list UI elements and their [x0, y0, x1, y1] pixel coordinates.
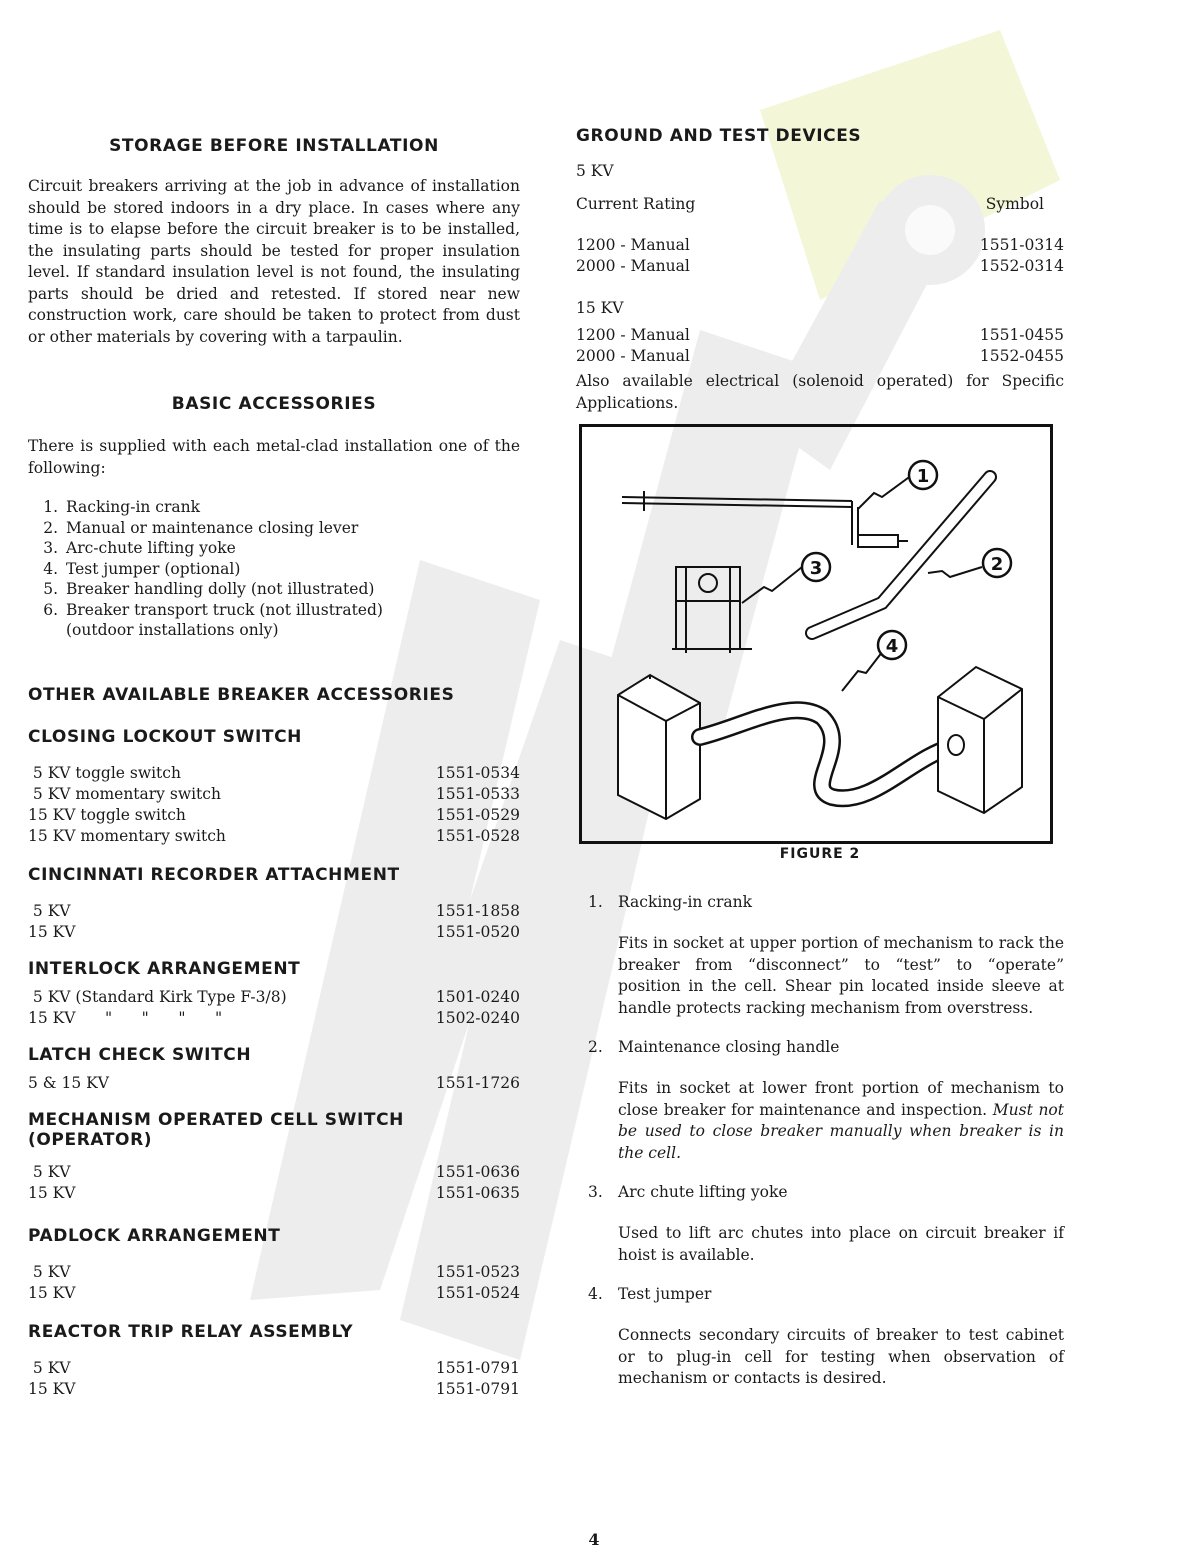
ground-15kv-row	[576, 346, 1064, 367]
closing-lockout-heading: CLOSING LOCKOUT SWITCH	[28, 726, 302, 747]
description-body-text: Fits in socket at lower front portion of mechanism to close breaker for maintenance and inspection.	[618, 1079, 1064, 1119]
list-item	[28, 497, 520, 518]
callout-1-label: 1	[916, 466, 930, 487]
list-item-number: 4.	[43, 559, 58, 578]
description-title	[576, 1284, 1064, 1305]
padlock-label: 5 KV	[28, 1262, 71, 1281]
latch-check-heading: LATCH CHECK SWITCH	[28, 1044, 252, 1065]
description-item	[576, 1284, 1064, 1390]
ground-15kv-label: 2000 - Manual	[576, 347, 690, 365]
mechanism-heading-line2: (OPERATOR)	[28, 1129, 153, 1150]
padlock-label: 15 KV	[28, 1283, 76, 1302]
ground-5kv-label: 1200 - Manual	[576, 236, 690, 254]
closing-lockout-label: 5 KV toggle switch	[28, 763, 181, 782]
callout-arrows	[742, 475, 982, 691]
closing-lockout-row	[28, 826, 520, 847]
cincinnati-value: 1551-0520	[435, 922, 520, 941]
description-number: 1.	[588, 893, 603, 911]
other-accessories-heading: OTHER AVAILABLE BREAKER ACCESSORIES	[28, 684, 455, 705]
padlock-value: 1551-0523	[435, 1262, 520, 1281]
figure-caption: FIGURE 2	[779, 846, 861, 862]
figure-2	[579, 424, 1053, 844]
description-body-text: Fits in socket at upper portion of mechanism to rack the breaker from “disconnect” to “test” to “operate” position in the cell. Shear pin located inside sleeve at handle protects racking mechanism from overstress.	[618, 934, 1064, 1017]
reactor-row	[28, 1358, 520, 1379]
storage-heading: STORAGE BEFORE INSTALLATION	[109, 136, 439, 156]
description-body	[618, 1078, 1064, 1164]
ground-5kv-value: 1551-0314	[979, 236, 1064, 254]
basic-accessories-heading: BASIC ACCESSORIES	[171, 394, 377, 414]
left-column	[28, 130, 520, 1400]
closing-lockout-value: 1551-0534	[435, 763, 520, 782]
latch-check-row	[28, 1073, 520, 1094]
ground-15kv-row	[576, 325, 1064, 346]
mechanism-table	[28, 1162, 520, 1204]
padlock-table	[28, 1262, 520, 1304]
current-rating-header: Current Rating	[576, 195, 696, 213]
interlock-value: 1502-0240	[435, 1008, 520, 1027]
list-item	[28, 620, 520, 641]
interlock-label: 5 KV (Standard Kirk Type F-3/8)	[28, 987, 287, 1006]
cincinnati-row	[28, 901, 520, 922]
figure-descriptions	[576, 892, 1064, 1390]
closing-lockout-row	[28, 763, 520, 784]
cincinnati-table	[28, 901, 520, 943]
interlock-label: 15 KV " " " "	[28, 1008, 223, 1027]
list-item-number: 3.	[43, 539, 58, 557]
padlock-value: 1551-0524	[435, 1283, 520, 1302]
callout-2-label: 2	[990, 554, 1004, 575]
callout-3-label: 3	[809, 558, 823, 579]
symbol-header: Symbol	[985, 195, 1044, 213]
ground-5kv-value: 1552-0314	[979, 257, 1064, 275]
description-number: 4.	[588, 1285, 603, 1303]
closing-lockout-row	[28, 784, 520, 805]
cincinnati-row	[28, 922, 520, 943]
description-item	[576, 1037, 1064, 1164]
ground-5kv-label: 2000 - Manual	[576, 257, 690, 275]
description-title-text: Arc chute lifting yoke	[618, 1183, 788, 1201]
interlock-row	[28, 987, 520, 1008]
closing-lockout-value: 1551-0533	[435, 784, 520, 803]
ground-15kv-table	[576, 325, 1064, 367]
description-title-text: Racking-in crank	[618, 893, 753, 911]
description-title-text: Test jumper	[618, 1285, 712, 1303]
closing-lockout-row	[28, 805, 520, 826]
cincinnati-label: 15 KV	[28, 922, 76, 941]
list-item	[28, 579, 520, 600]
closing-lockout-value: 1551-0529	[435, 805, 520, 824]
list-item-text: Arc-chute lifting yoke	[66, 539, 236, 557]
description-body-text: Used to lift arc chutes into place on circuit breaker if hoist is available.	[618, 1224, 1064, 1264]
description-number: 3.	[588, 1183, 603, 1201]
lifting-yoke-drawing	[672, 567, 752, 653]
description-item	[576, 892, 1064, 1019]
padlock-row	[28, 1283, 520, 1304]
mechanism-label: 15 KV	[28, 1183, 76, 1202]
test-jumper-drawing	[618, 667, 1022, 819]
page-number: 4	[588, 1530, 600, 1549]
description-title	[576, 1182, 1064, 1203]
right-column	[576, 126, 1064, 1408]
interlock-table	[28, 987, 520, 1029]
callout-4-label: 4	[885, 636, 899, 657]
list-item-number: 5.	[43, 580, 58, 598]
description-title-text: Maintenance closing handle	[618, 1038, 840, 1056]
description-warning: Must not be used to close breaker manually when breaker is in the cell.	[618, 1100, 1064, 1162]
closing-lockout-label: 5 KV momentary switch	[28, 784, 221, 803]
interlock-value: 1501-0240	[435, 987, 520, 1006]
list-item-number: 2.	[43, 518, 58, 537]
mechanism-label: 5 KV	[28, 1162, 71, 1181]
mechanism-heading-line1: MECHANISM OPERATED CELL SWITCH	[28, 1109, 405, 1130]
ground-5kv-row	[576, 235, 1064, 256]
storage-text: Circuit breakers arriving at the job in advance of installation should be stored indoors in a dry place. In cases where any time is to elapse before the circuit breaker is to be installed, the insulating parts should be tested for proper insulation level. If standard insulation level is not found, the insulating parts should be dried and retested. If stored near new construction work, care should be taken to protect from dust or other materials by covering with a tarpaulin.	[28, 177, 520, 346]
latch-check-value: 1551-1726	[435, 1073, 520, 1092]
description-body	[618, 933, 1064, 1019]
description-body	[618, 1223, 1064, 1266]
ground-15kv-value: 1552-0455	[979, 347, 1064, 365]
ground-5kv-table	[576, 235, 1064, 277]
reactor-label: 15 KV	[28, 1379, 76, 1398]
list-item-number: 1.	[43, 498, 58, 516]
list-item-text: Breaker handling dolly (not illustrated)	[66, 580, 375, 598]
cincinnati-label: 5 KV	[28, 901, 71, 920]
list-item-text: (outdoor installations only)	[66, 621, 279, 639]
figure-2-illustration	[582, 427, 1050, 841]
list-item	[28, 518, 520, 539]
reactor-label: 5 KV	[28, 1358, 71, 1377]
list-item-text: Manual or maintenance closing lever	[66, 518, 359, 537]
cincinnati-value: 1551-1858	[435, 901, 520, 920]
description-title	[576, 1037, 1064, 1058]
ground-15kv-label: 15 KV	[576, 299, 624, 317]
list-item-number	[28, 620, 66, 641]
racking-crank-drawing	[622, 491, 908, 547]
basic-accessories-list	[28, 497, 520, 641]
latch-check-table	[28, 1073, 520, 1094]
list-item	[28, 559, 520, 580]
description-body-text: Connects secondary circuits of breaker to test cabinet or to plug-in cell for testing when observation of mechanism or contacts is desired.	[618, 1326, 1064, 1387]
cincinnati-heading: CINCINNATI RECORDER ATTACHMENT	[28, 864, 400, 885]
list-item-number: 6.	[43, 600, 58, 619]
reactor-row	[28, 1379, 520, 1400]
ground-5kv-row	[576, 256, 1064, 277]
list-item-text: Racking-in crank	[66, 498, 201, 516]
list-item-text: Breaker transport truck (not illustrated)	[66, 600, 383, 619]
mechanism-value: 1551-0636	[435, 1162, 520, 1181]
interlock-heading: INTERLOCK ARRANGEMENT	[28, 958, 301, 979]
ground-15kv-value: 1551-0455	[979, 326, 1064, 344]
list-item-text: Test jumper (optional)	[66, 559, 241, 578]
description-title	[576, 892, 1064, 913]
basic-accessories-intro: There is supplied with each metal-clad installation one of the following:	[28, 437, 520, 477]
reactor-heading: REACTOR TRIP RELAY ASSEMBLY	[28, 1321, 354, 1342]
mechanism-row	[28, 1183, 520, 1204]
closing-lockout-table	[28, 763, 520, 847]
ground-5kv-label: 5 KV	[576, 162, 614, 180]
description-body	[618, 1325, 1064, 1390]
reactor-value: 1551-0791	[435, 1379, 520, 1398]
reactor-table	[28, 1358, 520, 1400]
closing-lockout-value: 1551-0528	[435, 826, 520, 845]
list-item	[28, 538, 520, 559]
closing-lockout-label: 15 KV toggle switch	[28, 805, 186, 824]
description-item	[576, 1182, 1064, 1266]
description-number: 2.	[588, 1038, 603, 1056]
latch-check-label: 5 & 15 KV	[28, 1073, 109, 1092]
list-item	[28, 600, 520, 621]
padlock-row	[28, 1262, 520, 1283]
reactor-value: 1551-0791	[435, 1358, 520, 1377]
ground-column-headers	[576, 194, 1064, 215]
mechanism-value: 1551-0635	[435, 1183, 520, 1202]
mechanism-row	[28, 1162, 520, 1183]
ground-15kv-label: 1200 - Manual	[576, 326, 690, 344]
ground-note: Also available electrical (solenoid operated) for Specific Applications.	[576, 372, 1064, 412]
closing-lockout-label: 15 KV momentary switch	[28, 826, 226, 845]
ground-test-heading: GROUND AND TEST DEVICES	[576, 126, 862, 146]
interlock-row	[28, 1008, 520, 1029]
padlock-heading: PADLOCK ARRANGEMENT	[28, 1225, 281, 1246]
